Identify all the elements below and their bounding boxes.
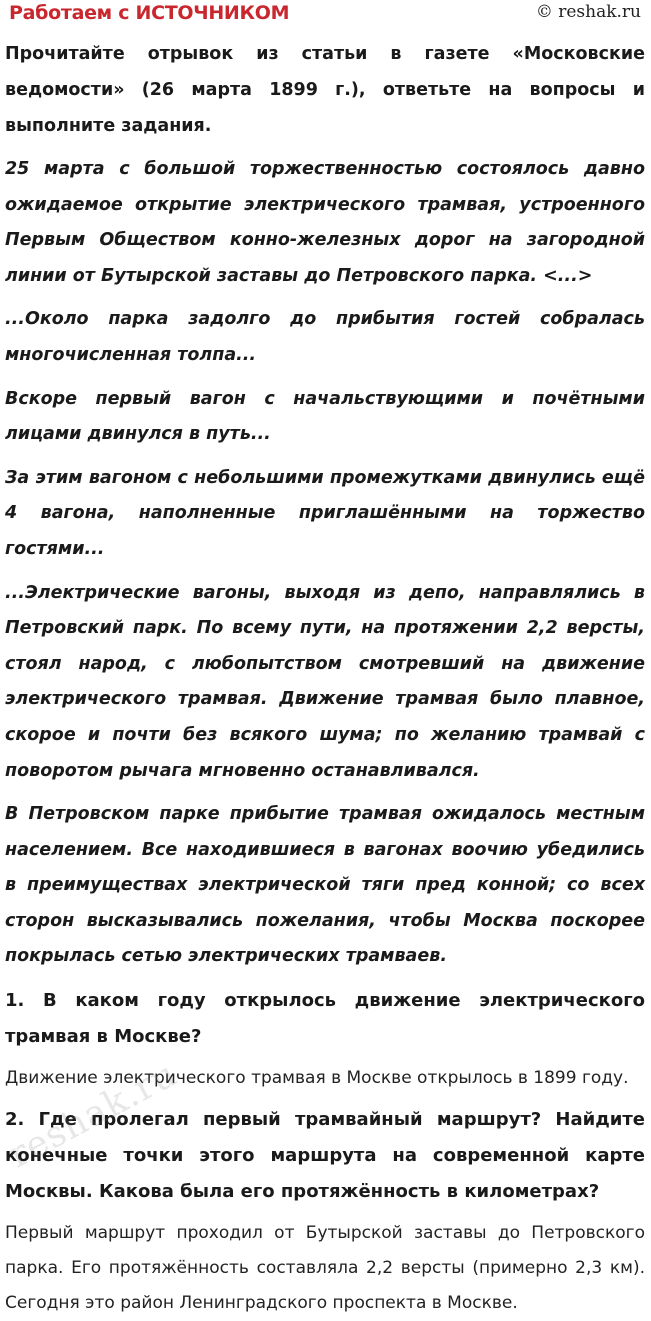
watermark: reshak.ru — [2, 1053, 184, 1177]
site-copyright[interactable]: © reshak.ru — [535, 2, 641, 22]
quote-paragraph: ...Около парка задолго до прибытия гостей собралась многочисленная толпа... — [5, 309, 645, 365]
task-instruction: Прочитайте отрывок из статьи в газете «Московские ведомости» (26 марта 1899 г.), ответьте на вопросы и выполните задания. — [5, 44, 645, 136]
document-body — [5, 36, 645, 1321]
source-quote — [5, 152, 645, 975]
question-block-2 — [5, 1102, 645, 1321]
section-label: Работаем с ИСТОЧНИКОМ — [9, 2, 290, 24]
quote-paragraph: Вскоре первый вагон с начальствующими и почётными лицами двинулся в путь... — [5, 388, 645, 445]
quote-paragraph: В Петровском парке прибытие трамвая ожидалось местным населением. Все находившиеся в вагонах воочию убедились в преимуществах электрической тяги пред конной; со всех сторон высказывались пожелания, чтобы Москва поскорее покрылась сетью электрических трамваев. — [5, 804, 645, 967]
header — [5, 0, 645, 30]
question-text: 1. В каком году открылось движение электрического трамвая в Москве? — [5, 990, 645, 1048]
quote-paragraph: 25 марта с большой торжественностью состоялось давно ожидаемое открытие электрического трамвая, устроенного Первым Обществом конно-железных дорог на загородной линии от Бутырской заставы до Петровского парка. <...> — [5, 159, 645, 286]
quote-paragraph: ...Электрические вагоны, выходя из депо, направлялись в Петровский парк. По всему пути, на протяжении 2,2 версты, стоял народ, с любопытством смотревший на движение электрического трамвая. Движение трамвая было плавное, скорое и почти без всякого шума; по желанию трамвай с поворотом рычага мгновенно останавливался. — [5, 582, 645, 781]
question-block-1 — [5, 983, 645, 1096]
quote-paragraph: За этим вагоном с небольшими промежутками двинулись ещё 4 вагона, наполненные приглашёнными на торжество гостями... — [5, 467, 645, 559]
answer-text: Первый маршрут проходил от Бутырской заставы до Петровского парка. Его протяжённость составляла 2,2 версты (примерно 2,3 км). Сегодня это район Ленинградского проспекта в Москве. — [5, 1223, 645, 1314]
answer-text: Движение электрического трамвая в Москве открылось в 1899 году. — [5, 1068, 629, 1089]
question-text: 2. Где пролегал первый трамвайный маршрут? Найдите конечные точки этого маршрута на современной карте Москвы. Какова была его протяжённость в километрах? — [5, 1109, 645, 1203]
